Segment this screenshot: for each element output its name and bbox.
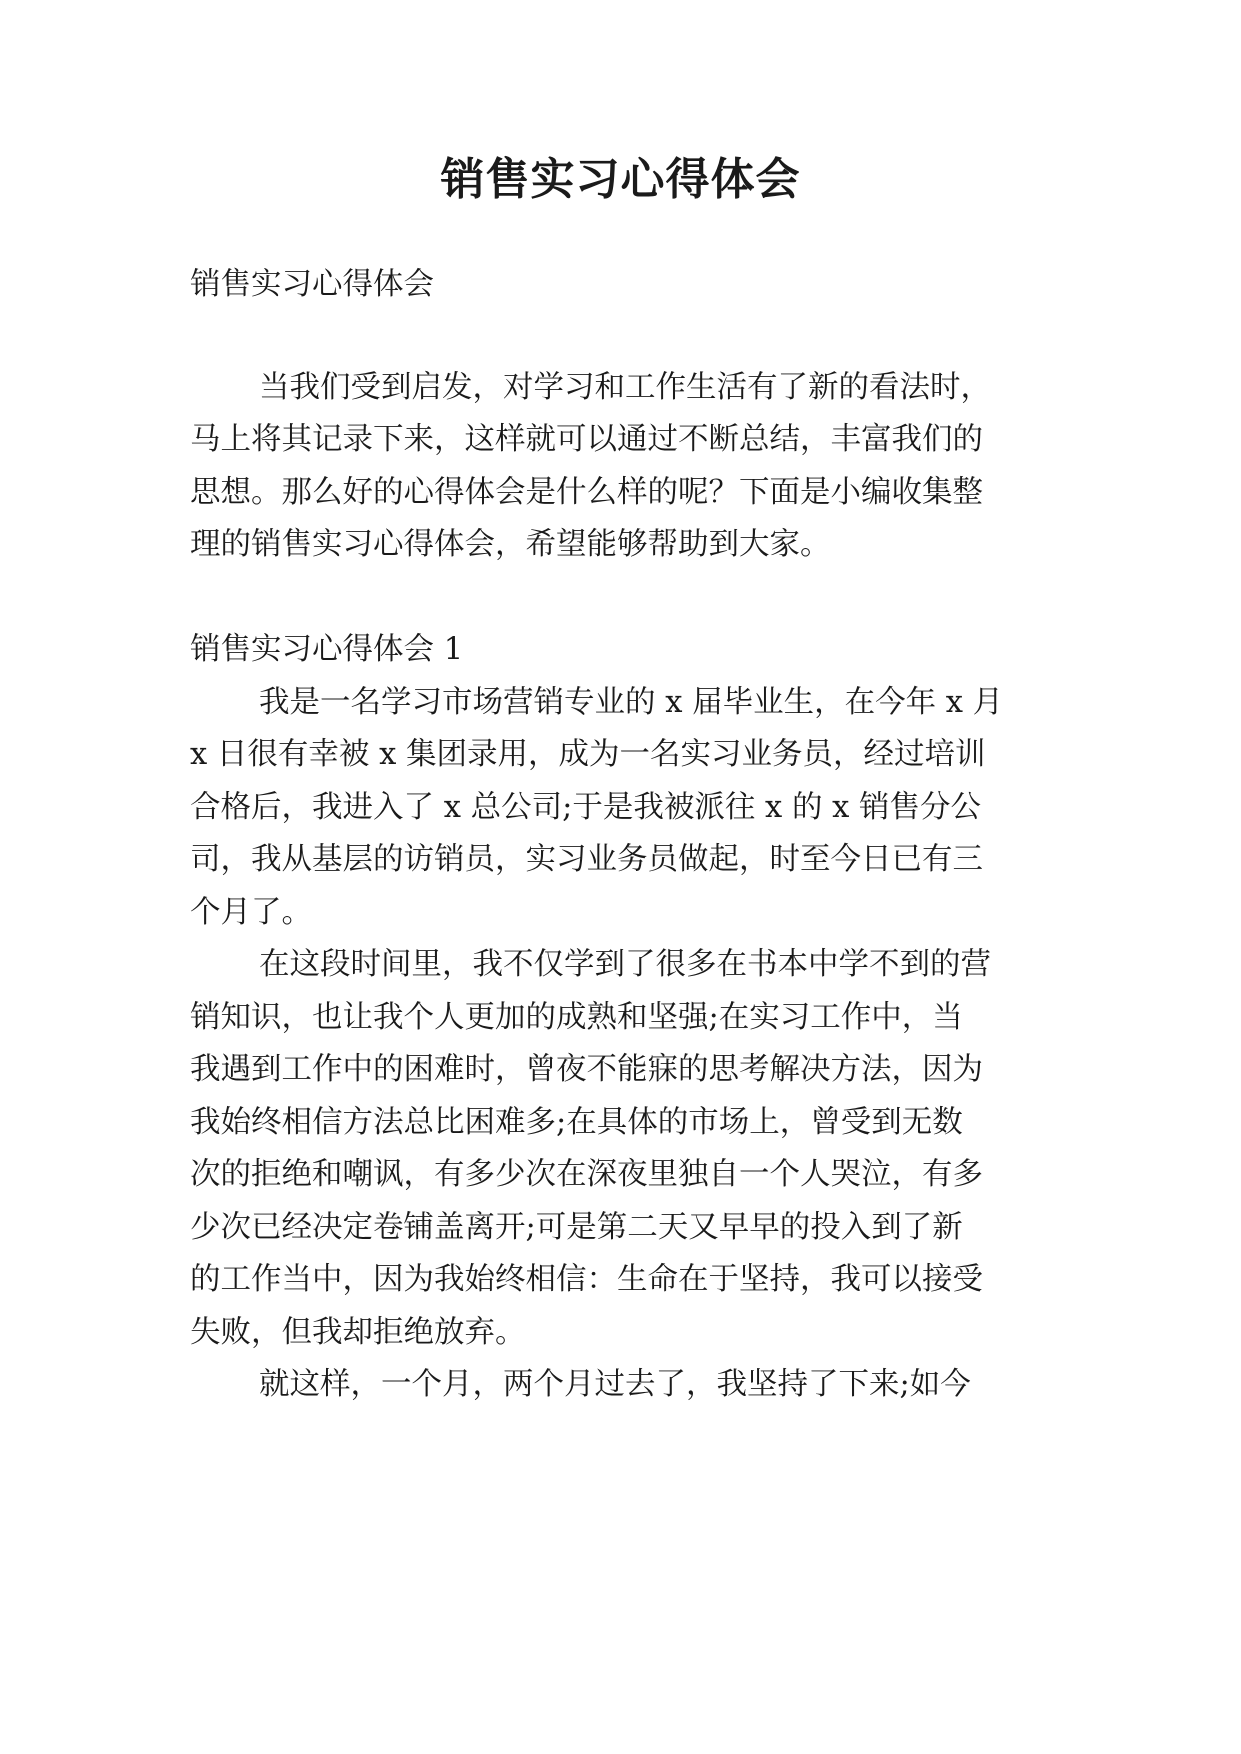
p1-line-5: 个月了。 xyxy=(190,895,312,930)
section-heading: 销售实习心得体会 1 xyxy=(190,632,464,667)
p2-line-3: 我遇到工作中的困难时，曾夜不能寐的思考解决方法，因为 xyxy=(190,1052,983,1087)
p3-line-1: 就这样，一个月，两个月过去了，我坚持了下来;如今 xyxy=(259,1367,971,1402)
intro-line-1: 当我们受到启发，对学习和工作生活有了新的看法时， xyxy=(259,370,991,405)
intro-line-2: 马上将其记录下来，这样就可以通过不断总结，丰富我们的 xyxy=(190,422,983,457)
p1-line-2: x 日很有幸被 x 集团录用，成为一名实习业务员，经过培训 xyxy=(190,737,986,772)
p2-line-6: 少次已经决定卷铺盖离开;可是第二天又早早的投入到了新 xyxy=(190,1210,963,1245)
p2-line-2: 销知识，也让我个人更加的成熟和坚强;在实习工作中，当 xyxy=(190,1000,963,1035)
p2-line-4: 我始终相信方法总比困难多;在具体的市场上，曾受到无数 xyxy=(190,1105,963,1140)
p2-line-1: 在这段时间里，我不仅学到了很多在书本中学不到的营 xyxy=(259,947,991,982)
intro-line-3: 思想。那么好的心得体会是什么样的呢？下面是小编收集整 xyxy=(190,475,983,510)
document-title: 销售实习心得体会 xyxy=(440,154,801,205)
p1-line-4: 司，我从基层的访销员，实习业务员做起，时至今日已有三 xyxy=(190,842,983,877)
p1-line-3: 合格后，我进入了 x 总公司;于是我被派往 x 的 x 销售分公 xyxy=(190,790,982,825)
intro-line-4: 理的销售实习心得体会，希望能够帮助到大家。 xyxy=(190,527,831,562)
p1-line-1: 我是一名学习市场营销专业的 x 届毕业生，在今年 x 月 xyxy=(259,685,1004,720)
p2-line-5: 次的拒绝和嘲讽，有多少次在深夜里独自一个人哭泣，有多 xyxy=(190,1157,983,1192)
p2-line-7: 的工作当中，因为我始终相信：生命在于坚持，我可以接受 xyxy=(190,1262,983,1297)
p2-line-8: 失败，但我却拒绝放弃。 xyxy=(190,1315,526,1350)
document-subtitle: 销售实习心得体会 xyxy=(190,267,434,302)
